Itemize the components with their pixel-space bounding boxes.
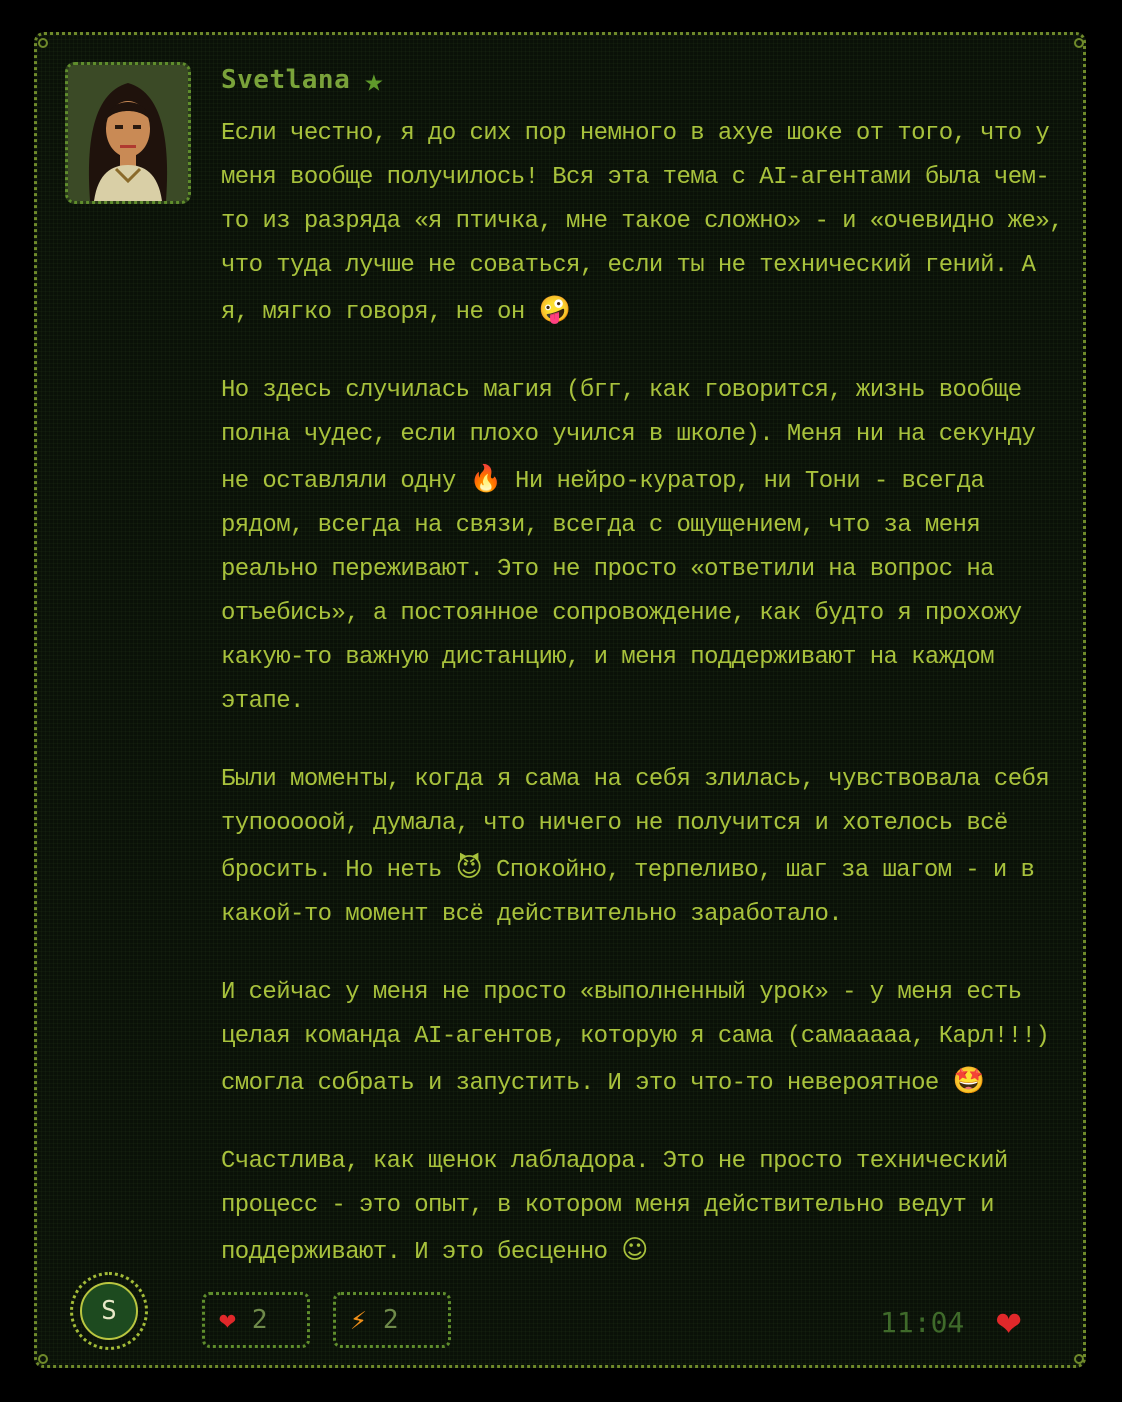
star-struck-icon: 🤩 bbox=[952, 1066, 985, 1096]
message-paragraph bbox=[221, 758, 1071, 937]
message-paragraph bbox=[221, 112, 1071, 335]
paragraph-text: И сейчас у меня не просто «выполненный урок» - у меня есть целая команда AI-агентов, которую я сама (самааааа, Карл!!!) смогла собрать и запустить. И это что-то невероятное bbox=[221, 979, 1050, 1097]
paragraph-text: Были моменты, когда я сама на себя злилась, чувствовала себя тупооооой, думала, что ничего не получится и хотелось всё бросить. Но неть bbox=[221, 766, 1050, 884]
corner-rivet-icon bbox=[1074, 38, 1084, 48]
heart-icon: ❤ bbox=[219, 1303, 236, 1336]
reaction-lightning-button[interactable] bbox=[333, 1292, 451, 1348]
corner-rivet-icon bbox=[38, 1354, 48, 1364]
reaction-count: 2 bbox=[382, 1305, 399, 1335]
fire-icon: 🔥 bbox=[469, 464, 502, 494]
corner-rivet-icon bbox=[1074, 1354, 1084, 1364]
author-header bbox=[221, 60, 384, 100]
smiling-devil-icon: 😈 bbox=[455, 853, 483, 883]
author-name[interactable]: Svetlana bbox=[221, 65, 351, 95]
star-icon: ★ bbox=[364, 61, 384, 99]
paragraph-text: Но здесь случилась магия (бгг, как говорится, жизнь вообще полна чудес, если плохо учился в школе). Меня ни на секунду не оставляли одну bbox=[221, 377, 1036, 495]
message-paragraph bbox=[221, 1140, 1071, 1275]
paragraph-text: Счастлива, как щенок лабладора. Это не просто технический процесс - это опыт, в котором меня действительно ведут и поддерживают. И это бесценно bbox=[221, 1148, 1008, 1266]
author-initial: S bbox=[80, 1282, 138, 1340]
reaction-heart-button[interactable] bbox=[202, 1292, 310, 1348]
paragraph-text: Ни нейро-куратор, ни Тони - всегда рядом, всегда на связи, всегда с ощущением, что за меня реально переживают. Это не просто «ответили на вопрос на отъебись», а постоянное сопровождение, как будто я прохожу какую-то важную дистанцию, и меня поддерживают на каждом этапе. bbox=[221, 468, 1022, 715]
paragraph-text: Если честно, я до сих пор немного в ахуе шоке от того, что у меня вообще получилось! Вся эта тема с AI-агентами была чем-то из разряда «я птичка, мне такое сложно» - и «очевидно же», что туда лучше не соваться, если ты не технический гений. А я, мягко говоря, не он bbox=[221, 120, 1063, 326]
message-paragraph bbox=[221, 369, 1071, 724]
reaction-count: 2 bbox=[251, 1305, 268, 1335]
heart-icon[interactable]: ❤ bbox=[996, 1296, 1022, 1345]
avatar[interactable] bbox=[65, 62, 191, 204]
paragraph-text: Спокойно, терпеливо, шаг за шагом - и в какой-то момент всё действительно заработало. bbox=[221, 857, 1035, 928]
author-initial-badge[interactable] bbox=[70, 1272, 148, 1350]
corner-rivet-icon bbox=[38, 38, 48, 48]
message-body bbox=[221, 112, 1071, 1309]
blushing-smile-icon: ☺ bbox=[621, 1235, 648, 1265]
lightning-icon: ⚡ bbox=[350, 1303, 367, 1336]
message-paragraph bbox=[221, 971, 1071, 1106]
message-timestamp: 11:04 bbox=[880, 1306, 965, 1339]
crazy-face-icon: 🤪 bbox=[538, 295, 571, 325]
